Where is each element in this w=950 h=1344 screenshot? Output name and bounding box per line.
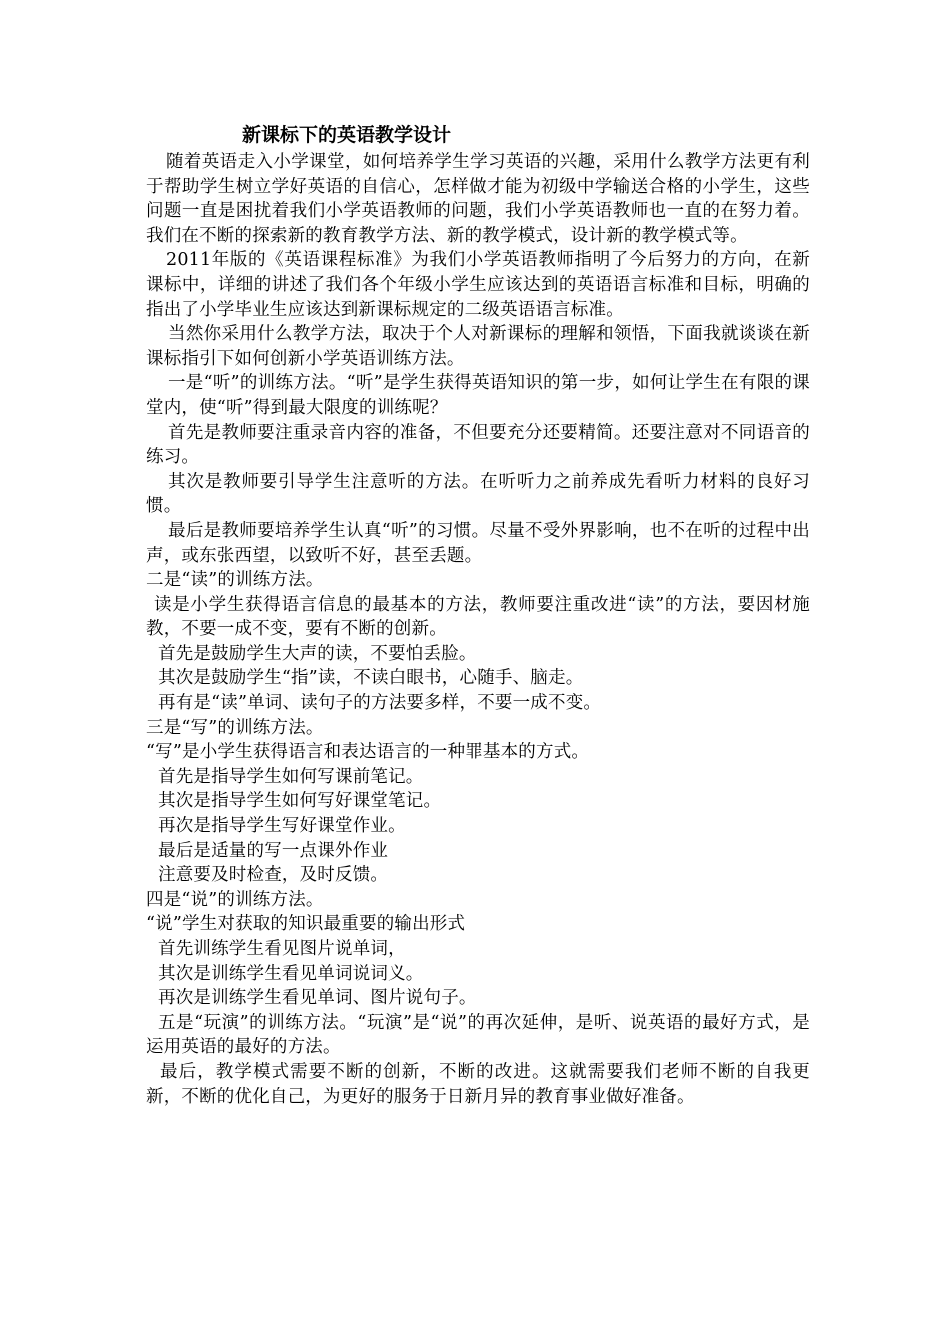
paragraph: 其次是教师要引导学生注意听的方法。在听听力之前养成先看听力材料的良好习惯。	[146, 471, 810, 517]
document-page	[146, 120, 810, 1109]
paragraph: 首先是教师要注重录音内容的准备，不但要充分还要精简。还要注意对不同语音的练习。	[146, 422, 810, 468]
paragraph: 一是“听”的训练方法。“听”是学生获得英语知识的第一步，如何让学生在有限的课堂内，使“听”得到最大限度的训练呢？	[146, 373, 810, 418]
paragraph: 最后，教学模式需要不断的创新，不断的改进。这就需要我们老师不断的自我更新，不断的优化自己，为更好的服务于日新月异的教育事业做好准备。	[146, 1061, 810, 1107]
paragraph: 二是“读”的训练方法。	[146, 570, 324, 591]
document-title: 新课标下的英语教学设计	[242, 124, 452, 146]
paragraph: 注意要及时检查，及时反馈。	[158, 865, 389, 886]
paragraph: 读是小学生获得语言信息的最基本的方法，教师要注重改进“读”的方法，要因材施教，不要一成不变，要有不断的创新。	[146, 594, 810, 640]
paragraph: “写”是小学生获得语言和表达语言的一种罪基本的方式。	[146, 742, 590, 763]
paragraph: 首先是指导学生如何写课前笔记。	[158, 766, 424, 787]
paragraph: 三是“写”的训练方法。	[146, 717, 324, 738]
paragraph: 四是“说”的训练方法。	[146, 889, 324, 910]
paragraph: 再有是“读”单词、读句子的方法要多样，不要一成不变。	[158, 693, 602, 714]
paragraph: 再次是训练学生看见单词、图片说句子。	[158, 988, 477, 1009]
paragraph: 其次是鼓励学生“指”读，不读白眼书，心随手、脑走。	[158, 668, 584, 689]
paragraph: 随着英语走入小学课堂，如何培养学生学习英语的兴趣，采用什么教学方法更有利于帮助学生树立学好英语的自信心，怎样做才能为初级中学输送合格的小学生，这些问题一直是困扰着我们小学英语教师的问题，我们小学英语教师也一直的在努力着。我们在不断的探索新的教育教学方法、新的教学模式，设计新的教学模式等。	[146, 152, 810, 246]
paragraph: 首先训练学生看见图片说单词，	[158, 939, 406, 959]
paragraph: 最后是适量的写一点课外作业	[158, 840, 389, 861]
paragraph: 当然你采用什么教学方法，取决于个人对新课标的理解和领悟，下面我就谈谈在新课标指引下如何创新小学英语训练方法。	[146, 324, 810, 369]
paragraph: 五是“玩演”的训练方法。“玩演”是“说”的再次延伸，是听、说英语的最好方式，是运用英语的最好的方法。	[146, 1012, 810, 1058]
paragraph: 其次是训练学生看见单词说词义。	[158, 963, 424, 984]
paragraph: “说”学生对获取的知识最重要的输出形式	[146, 914, 466, 935]
paragraph: 再次是指导学生写好课堂作业。	[158, 816, 406, 837]
paragraph: 2011年版的《英语课程标准》为我们小学英语教师指明了今后努力的方向，在新课标中，详细的讲述了我们各个年级小学生应该达到的英语语言标准和目标，明确的指出了小学毕业生应该达到新课标规定的二级英语语言标准。	[146, 250, 810, 320]
paragraph: 首先是鼓励学生大声的读，不要怕丢脸。	[158, 643, 477, 664]
document-body	[146, 150, 810, 1109]
paragraph: 其次是指导学生如何写好课堂笔记。	[158, 791, 442, 812]
paragraph: 最后是教师要培养学生认真“听”的习惯。尽量不受外界影响，也不在听的过程中出声，或东张西望，以致听不好，甚至丢题。	[146, 520, 810, 566]
